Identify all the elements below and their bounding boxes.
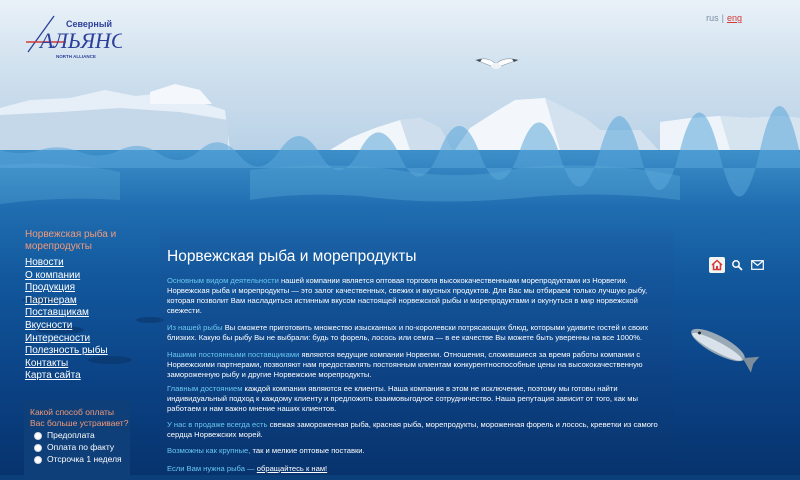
home-icon[interactable] <box>709 257 725 273</box>
paragraph-4: Главным достоянием каждой компании являются ее клиенты. Наша компания в этом не исключение, поэтому мы готовы найти индивидуальный подход к каждому клиенту и предложить взаимовыгодное сотрудничество. Наша репутация зависит от того, как мы работаем и нам важно мнение наших клиентов. <box>167 384 638 413</box>
search-icon[interactable] <box>729 257 745 273</box>
logo[interactable] <box>26 14 122 64</box>
lang-eng[interactable]: eng <box>726 13 742 23</box>
nav-item-recipes[interactable]: Вкусности <box>25 319 73 331</box>
logo-line2: АЛЬЯНС <box>40 28 122 53</box>
logo-line1: Северный <box>66 19 113 29</box>
contact-us-link[interactable]: обращайтесь к нам! <box>256 464 328 473</box>
nav-item-about[interactable]: О компании <box>25 269 81 281</box>
nav-item-contacts[interactable]: Контакты <box>25 357 69 369</box>
nav-item-interesting[interactable]: Интересности <box>25 332 91 344</box>
lang-separator: | <box>721 13 724 23</box>
nav-item-partners[interactable]: Партнерам <box>25 294 77 306</box>
poll-option-prepay[interactable]: Предоплата <box>34 431 130 440</box>
nav-item-products[interactable]: Продукция <box>25 282 76 294</box>
logo-line3: NORTH ALLIANCE <box>56 54 96 59</box>
main-content <box>160 231 674 475</box>
paragraph-1: Основным видом деятельности нашей компании является оптовая торговля высококачественными морепродуктами из Норвегии. Норвежская рыба и морепродукты — это залог качественных, свежих и вкусных продуктов. Для Вас мы отбираем только лучшую рыбу, которая позволит Вам насладиться истинным вкусом настоящей норвежской рыбы и морепродуктами и окунуться в мир норвежской свежести. <box>167 276 648 315</box>
paragraph-5: У нас в продаже всегда есть свежая замороженная рыба, красная рыба, морепродукты, мороженная форель и лосось, креветки из самого сердца Норвежских морей. <box>167 420 658 439</box>
nav-item-active: Норвежская рыба и морепродукты <box>25 229 117 252</box>
paragraph-3: Нашими постоянными поставщиками являются ведущие компании Норвегии. Отношения, сложившиеся за время работы компании с Норвежскими партнерами, позволяют нам предоставлять постоянным клиентам конкурентноспособные цены на высококачественную замороженную рыбу и другие Норвежские морепродукты. <box>167 350 643 379</box>
nav-item-suppliers[interactable]: Поставщикам <box>25 307 89 319</box>
poll-option-delay[interactable]: Отсрочка 1 неделя <box>34 455 130 464</box>
language-switch <box>706 13 742 23</box>
lang-rus[interactable]: rus <box>706 13 719 23</box>
radio-button[interactable] <box>34 456 42 464</box>
poll-question: Какой способ оплаты Вас больше устраивает? <box>30 407 129 428</box>
paragraph-cta: Если Вам нужна рыба — обращайтесь к нам! <box>167 464 328 473</box>
toolbar <box>709 257 765 273</box>
mail-icon[interactable] <box>749 257 765 273</box>
radio-button[interactable] <box>34 432 42 440</box>
page-title: Норвежская рыба и морепродукты <box>167 248 417 265</box>
nav-item-fish-benefits[interactable]: Полезность рыбы <box>25 345 108 357</box>
seagull <box>476 59 518 69</box>
paragraph-2: Из нашей рыбы Вы сможете приготовить множество изысканных и по-королевски потрясающих блюд, которыми удивите гостей и своих близких. Какую бы рыбу Вы не выбрали: будь то форель, лосось или семга — в ее качестве Вы можете быть уверенны на все 1000%. <box>167 323 649 342</box>
poll-option-on-delivery[interactable]: Оплата по факту <box>34 443 130 452</box>
main-nav <box>25 229 145 383</box>
payment-poll <box>24 400 130 480</box>
fish <box>687 323 759 373</box>
nav-item-sitemap[interactable]: Карта сайта <box>25 370 81 382</box>
radio-button[interactable] <box>34 444 42 452</box>
paragraph-6: Возможны как крупные, так и мелкие оптовые поставки. <box>167 446 365 455</box>
nav-item-news[interactable]: Новости <box>25 257 64 268</box>
